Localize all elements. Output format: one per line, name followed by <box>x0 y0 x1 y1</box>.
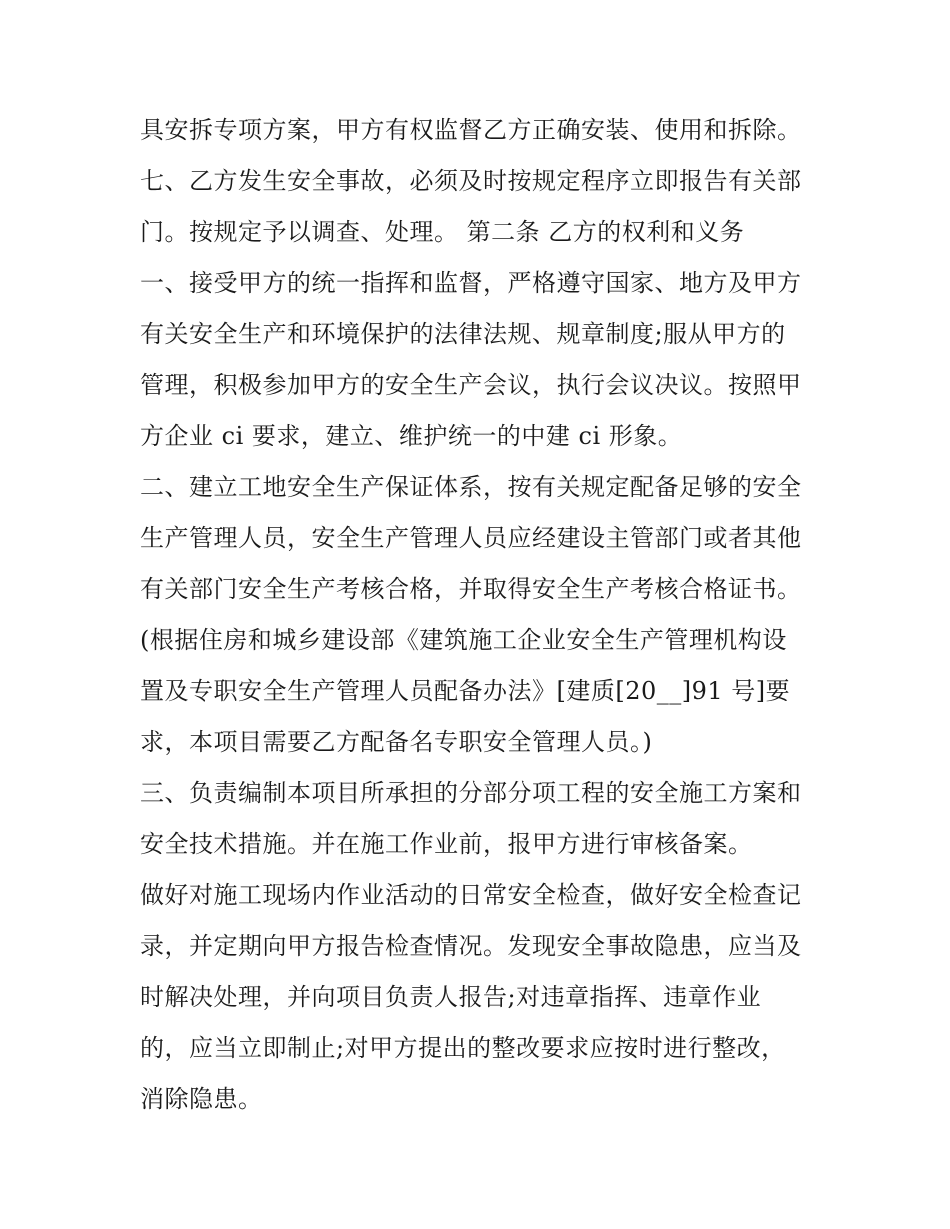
text-line: 录，并定期向甲方报告检查情况。发现安全事故隐患，应当及 <box>140 932 802 960</box>
text-line: 门。按规定予以调查、处理。 第二条 乙方的权利和义务 <box>140 218 745 246</box>
text-line: 具安拆专项方案，甲方有权监督乙方正确安装、使用和拆除。 <box>140 116 802 144</box>
text-line: 管理，积极参加甲方的安全生产会议，执行会议决议。按照甲 <box>140 371 802 399</box>
text-line: 方企业 ci 要求，建立、维护统一的中建 ci 形象。 <box>140 422 683 450</box>
text-line: 置及专职安全生产管理人员配备办法》[建质[20__]91 号]要 <box>140 677 791 705</box>
text-line: 有关部门安全生产考核合格，并取得安全生产考核合格证书。 <box>140 575 802 603</box>
text-line: 做好对施工现场内作业活动的日常安全检查，做好安全检查记 <box>140 881 802 909</box>
text-line: 安全技术措施。并在施工作业前，报甲方进行审核备案。 <box>140 830 753 858</box>
text-line: 七、乙方发生安全事故，必须及时按规定程序立即报告有关部 <box>140 167 802 195</box>
text-line: (根据住房和城乡建设部《建筑施工企业安全生产管理机构设 <box>140 626 787 654</box>
text-line: 求，本项目需要乙方配备名专职安全管理人员。) <box>140 728 653 756</box>
text-line: 消除隐患。 <box>140 1085 263 1113</box>
text-line: 二、建立工地安全生产保证体系，按有关规定配备足够的安全 <box>140 473 802 501</box>
text-line: 的，应当立即制止;对甲方提出的整改要求应按时进行整改， <box>140 1034 786 1062</box>
text-line: 时解决处理，并向项目负责人报告;对违章指挥、违章作业 <box>140 983 762 1011</box>
text-line: 有关安全生产和环境保护的法律法规、规章制度;服从甲方的 <box>140 320 786 348</box>
text-line: 三、负责编制本项目所承担的分部分项工程的安全施工方案和 <box>140 779 802 807</box>
text-line: 一、接受甲方的统一指挥和监督，严格遵守国家、地方及甲方 <box>140 269 802 297</box>
text-line: 生产管理人员，安全生产管理人员应经建设主管部门或者其他 <box>140 524 802 552</box>
